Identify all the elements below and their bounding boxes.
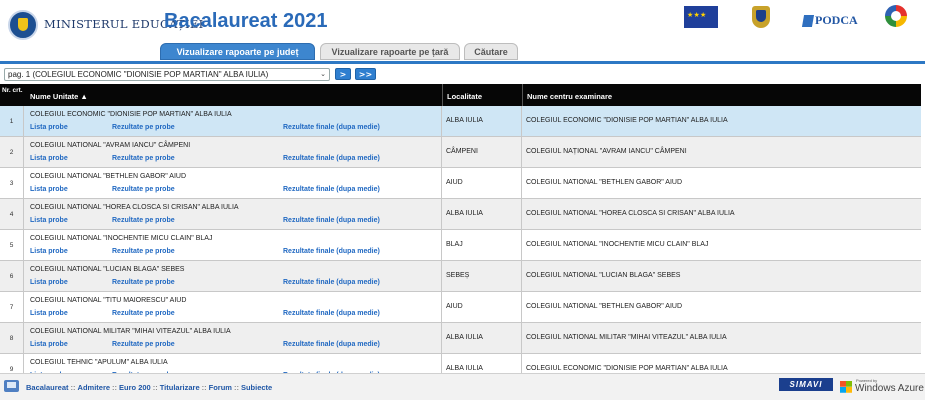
instrumente-structurale-logo-icon <box>885 5 907 27</box>
row-number: 9 <box>0 354 24 384</box>
unit-name: COLEGIUL NATIONAL "AVRAM IANCU" CÂMPENI <box>30 142 191 149</box>
localitate-cell: SEBEȘ <box>442 261 522 291</box>
centru-cell: COLEGIUL ECONOMIC "DIONISIE POP MARTIAN" ALBA IULIA <box>526 117 728 124</box>
windows-azure-logo: Windows Azure <box>855 383 924 394</box>
row-number: 3 <box>0 168 24 198</box>
footer-separator: :: <box>70 383 76 392</box>
podca-logo-icon <box>802 15 814 27</box>
rezultate-finale-link[interactable]: Rezultate finale (dupa medie) <box>283 310 380 317</box>
table-row[interactable] <box>0 137 921 168</box>
footer-link[interactable]: Titularizare <box>159 383 200 392</box>
ministry-name: MINISTERUL EDUCAȚIEI <box>44 17 204 31</box>
header-divider <box>0 61 925 64</box>
centru-cell: COLEGIUL ECONOMIC "DIONISIE POP MARTIAN" ALBA IULIA <box>526 365 728 372</box>
row-number: 5 <box>0 230 24 260</box>
row-number: 6 <box>0 261 24 291</box>
rezultate-probe-link[interactable]: Rezultate pe probe <box>112 248 175 255</box>
rezultate-probe-link[interactable]: Rezultate pe probe <box>112 217 175 224</box>
ministry-logo-icon <box>8 10 38 40</box>
rezultate-finale-link[interactable]: Rezultate finale (dupa medie) <box>283 248 380 255</box>
column-header-unitate[interactable]: Nume Unitate ▲ <box>30 92 88 101</box>
column-header-localitate[interactable]: Localitate <box>442 84 522 106</box>
eu-flag-icon <box>684 6 718 28</box>
tab-judet[interactable]: Vizualizare rapoarte pe județ <box>160 43 315 60</box>
rezultate-finale-link[interactable]: Rezultate finale (dupa medie) <box>283 155 380 162</box>
last-page-button[interactable]: >> <box>355 68 376 80</box>
rezultate-probe-link[interactable]: Rezultate pe probe <box>112 341 175 348</box>
lista-probe-link[interactable]: Lista probe <box>30 341 68 348</box>
lista-probe-link[interactable]: Lista probe <box>30 310 68 317</box>
page-footer <box>0 373 925 400</box>
unit-cell <box>24 323 442 353</box>
lista-probe-link[interactable]: Lista probe <box>30 186 68 193</box>
footer-links <box>26 383 272 392</box>
unit-name: COLEGIUL NATIONAL "HOREA CLOSCA SI CRISAN" ALBA IULIA <box>30 204 239 211</box>
centru-cell: COLEGIUL NATIONAL "LUCIAN BLAGA" SEBES <box>526 272 681 279</box>
page-header <box>0 0 925 62</box>
pager <box>0 66 925 82</box>
rezultate-probe-link[interactable]: Rezultate pe probe <box>112 155 175 162</box>
rezultate-finale-link[interactable]: Rezultate finale (dupa medie) <box>283 279 380 286</box>
chevron-down-icon: ⌄ <box>320 71 326 78</box>
unit-name: COLEGIUL NATIONAL "TITU MAIORESCU" AIUD <box>30 297 187 304</box>
podca-logo-text: PODCA <box>815 13 858 27</box>
localitate-cell: ALBA IULIA <box>442 323 522 353</box>
footer-separator: :: <box>152 383 158 392</box>
localitate-cell: AIUD <box>442 168 522 198</box>
table-header <box>0 84 921 106</box>
footer-separator: :: <box>112 383 118 392</box>
table-row[interactable] <box>0 168 921 199</box>
localitate-cell: BLAJ <box>442 230 522 260</box>
table-row[interactable] <box>0 230 921 261</box>
footer-link[interactable]: Euro 200 <box>119 383 151 392</box>
unit-name: COLEGIUL NATIONAL "LUCIAN BLAGA" SEBES <box>30 266 185 273</box>
romania-crest-icon <box>752 6 770 28</box>
footer-link[interactable]: Subiecte <box>240 383 273 392</box>
table-row[interactable] <box>0 292 921 323</box>
localitate-cell: CÂMPENI <box>442 137 522 167</box>
rezultate-finale-link[interactable]: Rezultate finale (dupa medie) <box>283 124 380 131</box>
unit-cell <box>24 292 442 322</box>
centru-cell: COLEGIUL NATIONAL "BETHLEN GABOR" AIUD <box>526 303 683 310</box>
next-page-button[interactable]: > <box>335 68 351 80</box>
unit-name: COLEGIUL ECONOMIC "DIONISIE POP MARTIAN" ALBA IULIA <box>30 111 232 118</box>
lista-probe-link[interactable]: Lista probe <box>30 217 68 224</box>
page-select[interactable] <box>4 68 330 81</box>
localitate-cell: ALBA IULIA <box>442 199 522 229</box>
unit-cell <box>24 137 442 167</box>
row-number: 7 <box>0 292 24 322</box>
unit-cell <box>24 106 442 136</box>
rezultate-probe-link[interactable]: Rezultate pe probe <box>112 186 175 193</box>
rezultate-finale-link[interactable]: Rezultate finale (dupa medie) <box>283 186 380 193</box>
centru-cell: COLEGIUL NAȚIONAL "AVRAM IANCU" CÂMPENI <box>526 148 687 155</box>
centru-cell: COLEGIUL NATIONAL "INOCHENTIE MICU CLAIN" BLAJ <box>526 241 709 248</box>
footer-link[interactable]: Bacalaureat <box>26 383 69 392</box>
lista-probe-link[interactable]: Lista probe <box>30 248 68 255</box>
row-number: 2 <box>0 137 24 167</box>
unit-cell <box>24 199 442 229</box>
tab-cautare[interactable]: Căutare <box>464 43 518 60</box>
centru-cell: COLEGIUL NATIONAL MILITAR "MIHAI VITEAZUL" ALBA IULIA <box>526 334 727 341</box>
footer-separator: :: <box>233 383 239 392</box>
unit-name: COLEGIUL NATIONAL "INOCHENTIE MICU CLAIN" BLAJ <box>30 235 213 242</box>
centru-cell: COLEGIUL NATIONAL "HOREA CLOSCA SI CRISAN" ALBA IULIA <box>526 210 735 217</box>
footer-link[interactable]: Forum <box>208 383 232 392</box>
footer-link[interactable]: Admitere <box>77 383 111 392</box>
localitate-cell: ALBA IULIA <box>442 354 522 384</box>
localitate-cell: ALBA IULIA <box>442 106 522 136</box>
windows-logo-icon <box>840 381 852 393</box>
column-header-centru[interactable]: Nume centru examinare <box>522 84 921 106</box>
windows-powered-label: Powered by <box>856 378 878 383</box>
rezultate-probe-link[interactable]: Rezultate pe probe <box>112 279 175 286</box>
table-row[interactable] <box>0 199 921 230</box>
lista-probe-link[interactable]: Lista probe <box>30 155 68 162</box>
tab-tara[interactable]: Vizualizare rapoarte pe țară <box>320 43 460 60</box>
footer-separator: :: <box>201 383 207 392</box>
table-row[interactable] <box>0 261 921 292</box>
unit-cell <box>24 261 442 291</box>
page-title: Bacalaureat 2021 <box>164 10 328 32</box>
unit-name: COLEGIUL TEHNIC "APULUM" ALBA IULIA <box>30 359 168 366</box>
localitate-cell: AIUD <box>442 292 522 322</box>
centru-cell: COLEGIUL NATIONAL "BETHLEN GABOR" AIUD <box>526 179 683 186</box>
simavi-logo: SIMAVI <box>779 378 833 391</box>
rezultate-probe-link[interactable]: Rezultate pe probe <box>112 124 175 131</box>
unit-cell <box>24 230 442 260</box>
unit-name: COLEGIUL NATIONAL MILITAR "MIHAI VITEAZUL" ALBA IULIA <box>30 328 231 335</box>
table-row[interactable] <box>0 323 921 354</box>
column-header-nr: Nr. crt. <box>2 87 23 94</box>
computer-icon <box>4 380 19 392</box>
rezultate-finale-link[interactable]: Rezultate finale (dupa medie) <box>283 341 380 348</box>
unit-name: COLEGIUL NATIONAL "BETHLEN GABOR" AIUD <box>30 173 187 180</box>
lista-probe-link[interactable]: Lista probe <box>30 124 68 131</box>
rezultate-probe-link[interactable]: Rezultate pe probe <box>112 310 175 317</box>
page-select-value: pag. 1 (COLEGIUL ECONOMIC "DIONISIE POP MARTIAN" ALBA IULIA) <box>8 70 269 79</box>
lista-probe-link[interactable]: Lista probe <box>30 279 68 286</box>
row-number: 8 <box>0 323 24 353</box>
row-number: 4 <box>0 199 24 229</box>
table-row[interactable] <box>0 106 921 137</box>
row-number: 1 <box>0 106 24 136</box>
rezultate-finale-link[interactable]: Rezultate finale (dupa medie) <box>283 217 380 224</box>
unit-cell <box>24 168 442 198</box>
